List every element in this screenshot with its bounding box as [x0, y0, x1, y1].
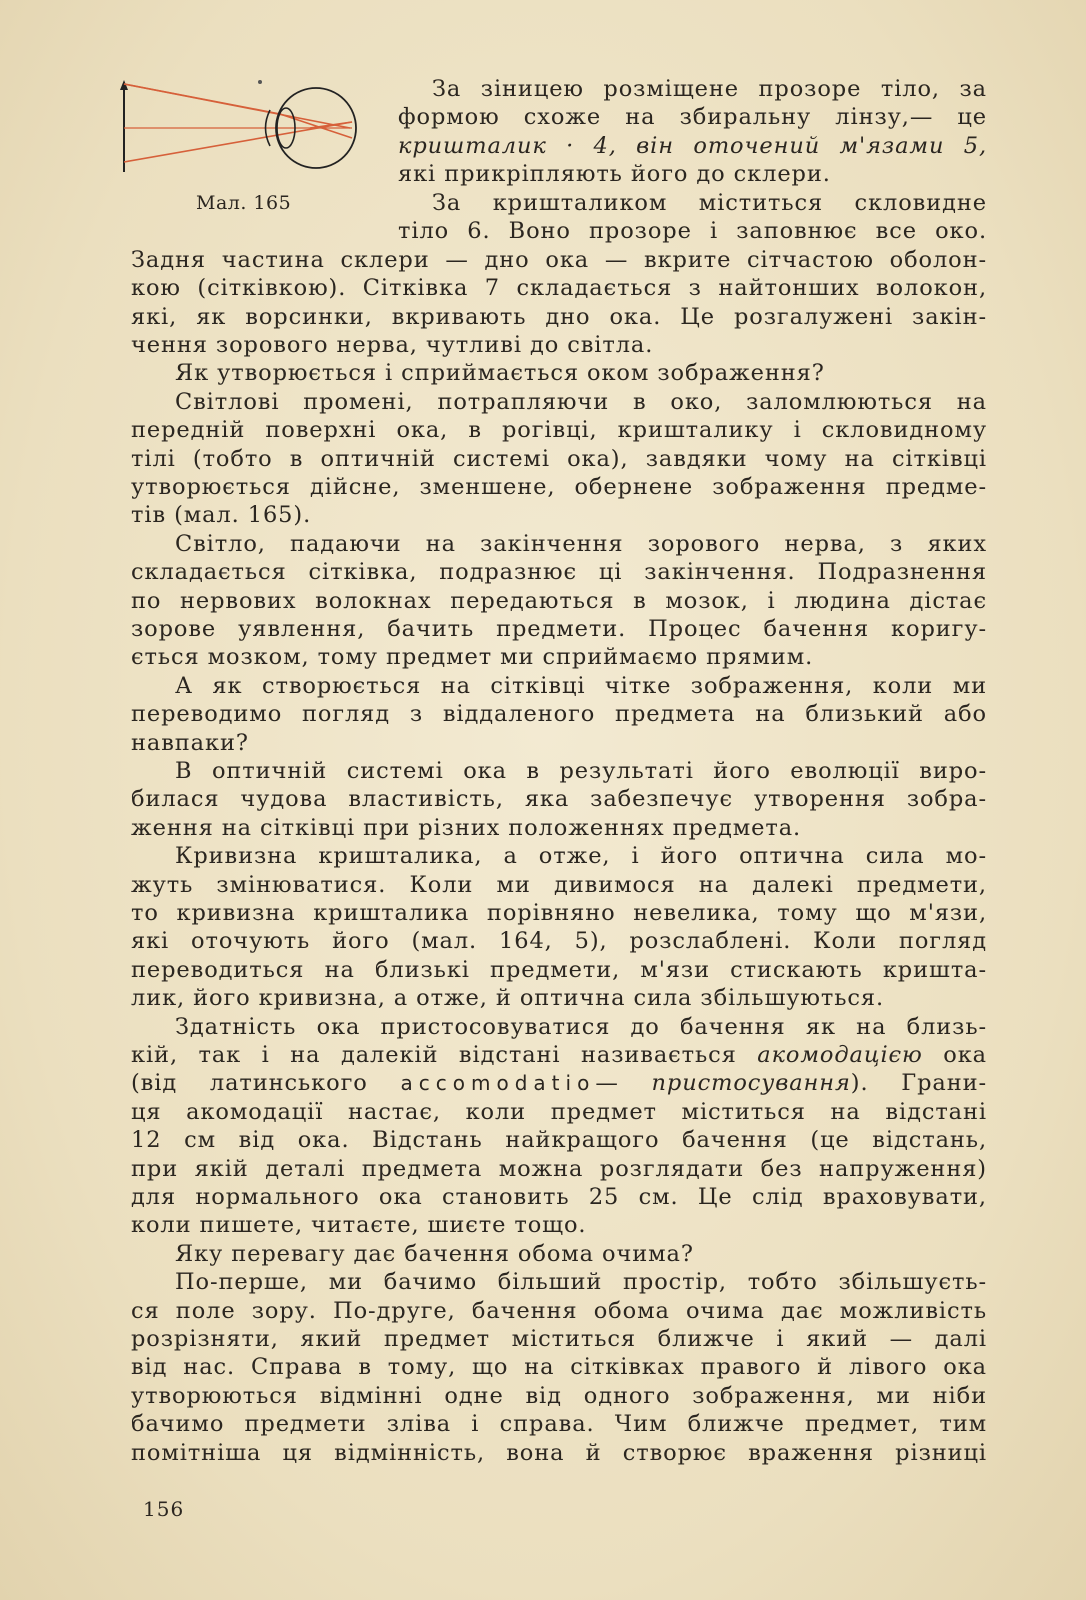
text-line: жуть змінюватися. Коли ми дивимося на далекі предмети,: [131, 871, 987, 898]
text-line: бачимо предмети зліва і справа. Чим ближче предмет, тим: [131, 1411, 987, 1438]
paragraph-8: [131, 842, 987, 1012]
text-line: переводимо погляд з віддаленого предмета на близький або: [131, 701, 987, 728]
text-line: від нас. Справа в тому, що на сітківках правого й лівого ока: [131, 1354, 987, 1381]
text-line: [131, 1069, 987, 1097]
term-accommodation: акомодацією: [757, 1042, 923, 1068]
text-line: при якій деталі предмета можна розглядати без напруження): [131, 1155, 987, 1182]
figure-caption: Мал. 165: [196, 192, 292, 214]
text-line: зорове уявлення, бачить предмети. Процес бачення коригу-: [131, 616, 987, 643]
text-line: Кривизна кришталика, а отже, і його оптична сила мо-: [175, 843, 987, 870]
text-line: Здатність ока пристосовуватися до бачення як на близь-: [175, 1013, 987, 1040]
text-line: ця акомодації настає, коли предмет міститься на відстані: [131, 1098, 987, 1125]
text-line: тілі (тобто в оптичній системі ока), завдяки чому на сітківці: [131, 445, 987, 472]
text-line: формою схоже на збиральну лінзу,— це: [398, 104, 987, 131]
text-line: Світлові промені, потрапляючи в око, заломлюються на: [175, 388, 987, 415]
text-line: За кришталиком міститься скловидне: [432, 190, 987, 216]
text-fragment: (від латинського: [131, 1070, 401, 1097]
paragraph-3: [131, 359, 1031, 387]
text-line: лик, його кривизна, а отже, й оптична сила збільшуються.: [131, 985, 885, 1012]
text-line: тів (мал. 165).: [131, 502, 312, 529]
text-line: коли пишете, читаєте, шиєте тощо.: [131, 1212, 587, 1239]
paragraph-4: [131, 388, 987, 530]
paragraph-11: [131, 1268, 987, 1467]
eye-diagram-icon: [120, 76, 370, 186]
text-line: для нормального ока становить 25 см. Це слід враховувати,: [131, 1184, 987, 1211]
text-fragment: кій, так і на далекій відстані називається: [131, 1042, 758, 1068]
eye-ray-diagram-figure: [120, 76, 370, 186]
paragraph-10: [131, 1240, 1031, 1268]
page-number: 156: [143, 1497, 185, 1521]
text-line: які оточують його (мал. 164, 5), розслаблені. Коли погляд: [131, 928, 987, 955]
text-line: помітніша ця відмінність, вона й створює враження різниці: [131, 1439, 987, 1466]
term-translation: пристосування: [651, 1070, 851, 1097]
text-line: 12 см від ока. Відстань найкращого бачення (це відстань,: [131, 1127, 987, 1154]
text-line: передній поверхні ока, в рогівці, кришталику і скловидному: [131, 417, 987, 444]
text-line: переводиться на близькі предмети, м'язи стискають кришта-: [131, 956, 987, 983]
paragraph-7: [131, 757, 987, 842]
text-line: розрізняти, який предмет міститься ближче і який — далі: [131, 1326, 987, 1352]
text-line: По-перше, ми бачимо більший простір, тобто збільшуєть-: [175, 1269, 987, 1296]
text-line: кою (сітківкою). Сітківка 7 складається з найтонших волокон,: [131, 275, 987, 302]
paragraph-2-rest: [131, 246, 987, 360]
text-line: ження на сітківці при різних положеннях предмета.: [131, 814, 802, 841]
text-fragment: —: [595, 1070, 652, 1097]
text-line: складається сітківка, подразнює ці закінчення. Подразнення: [131, 559, 987, 586]
text-line: утворюються відмінні одне від одного зображення, ми ніби: [131, 1382, 987, 1409]
text-fragment: ока: [922, 1042, 987, 1068]
text-line: то кривизна кришталика порівняно невелика, тому що м'язи,: [131, 900, 987, 926]
text-line: Світло, падаючи на закінчення зорового нерва, з яких: [175, 530, 987, 557]
text-line: В оптичній системі ока в результаті його еволюції виро-: [175, 758, 987, 784]
latin-term: accomodatio: [400, 1071, 596, 1096]
paragraph-6: [131, 672, 987, 757]
paragraph-2-cont: [398, 217, 987, 245]
question-line: Яку перевагу дає бачення обома очима?: [175, 1240, 694, 1267]
text-line: утворюється дійсне, зменшене, обернене зображення предме-: [131, 474, 987, 501]
text-line: ся поле зору. По-друге, бачення обома очима дає можливість: [131, 1297, 987, 1324]
paragraph-2: [398, 189, 987, 217]
text-line: тіло 6. Воно прозоре і заповнює все око.: [398, 218, 987, 245]
paragraph-1: [398, 75, 987, 103]
paragraph-9: [131, 1013, 987, 1240]
text-line: ється мозком, тому предмет ми сприймаємо прямим.: [131, 644, 814, 671]
text-line: Задня частина склери — дно ока — вкрите сітчастою оболон-: [131, 246, 987, 273]
text-line: За зіницею розміщене прозоре тіло, за: [432, 76, 987, 102]
question-line: Як утворюється і сприймається оком зображення?: [175, 360, 825, 387]
text-line: чення зорового нерва, чутливі до світла.: [131, 332, 654, 359]
text-fragment: ). Грани-: [850, 1070, 988, 1097]
text-line: билася чудова властивість, яка забезпечує утворення зобра-: [131, 786, 987, 813]
text-line: які, як ворсинки, вкривають дно ока. Це розгалужені закін-: [131, 303, 987, 330]
text-line: навпаки?: [131, 729, 249, 756]
paragraph-1-cont: [398, 103, 987, 188]
text-line: [131, 1041, 987, 1069]
text-line: по нервових волокнах передаються в мозок, і людина дістає: [131, 587, 987, 614]
text-line: А як створюється на сітківці чітке зображення, коли ми: [175, 672, 987, 699]
text-line: які прикріпляють його до склери.: [398, 161, 831, 188]
paragraph-5: [131, 530, 987, 672]
text-line: кришталик · 4, він оточений м'язами 5,: [398, 132, 987, 159]
